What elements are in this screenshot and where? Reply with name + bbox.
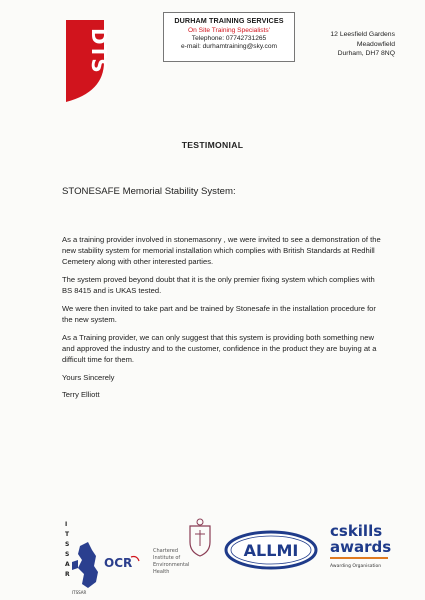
signatory-name: Terry Elliott xyxy=(62,390,100,399)
cskills-awards-logo xyxy=(328,520,394,570)
svg-text:T: T xyxy=(65,531,70,538)
svg-text:Awarding Organisation: Awarding Organisation xyxy=(330,564,382,569)
svg-text:R: R xyxy=(65,571,70,578)
svg-text:awards: awards xyxy=(330,538,392,556)
ocr-logo xyxy=(103,553,143,573)
ocr-text: OCR xyxy=(104,556,133,570)
svg-text:cskills: cskills xyxy=(330,522,383,540)
svg-text:S: S xyxy=(65,541,70,548)
document-title: TESTIMONIAL xyxy=(181,140,244,150)
dts-logo xyxy=(62,18,111,104)
paragraph-4: As a Training provider, we can only suggest that this system is providing both something new and approved the industry and to the customer, confidence in the product they are buying at a difficult time for them. xyxy=(62,333,377,364)
paragraph-3: We were then invited to take part and be trained by Stonesafe in the installation procedure for the new system. xyxy=(62,304,376,324)
itssar-text: ITSSAR xyxy=(72,590,87,595)
letter-body xyxy=(62,234,382,406)
company-tagline: On Site Training Specialists' xyxy=(188,27,270,34)
company-email: e-mail: durhamtraining@sky.com xyxy=(181,43,277,50)
subject-line: STONESAFE Memorial Stability System: xyxy=(62,186,236,197)
crest-icon xyxy=(186,516,214,560)
svg-text:A: A xyxy=(65,561,70,568)
allmi-logo xyxy=(224,530,318,570)
address-line-3: Durham, DH7 8NQ xyxy=(337,50,395,57)
closing: Yours Sincerely xyxy=(62,373,115,382)
address-line-2: Meadowfield xyxy=(356,40,395,48)
paragraph-2: The system proved beyond doubt that it is the only premier fixing system which complies with BS 8415 and is UKAS tested. xyxy=(62,275,375,295)
sender-address xyxy=(330,30,395,59)
svg-text:Environmental: Environmental xyxy=(153,562,190,568)
address-line-1: 12 Leesfield Gardens xyxy=(330,31,395,38)
company-telephone: Telephone: 07742731265 xyxy=(191,35,267,42)
dts-logo-text: DTS xyxy=(87,28,111,73)
paragraph-1: As a training provider involved in stonemasonry , we were invited to see a demonstration of the new stability system for memorial installation which complies with British Standards at Redhill Cemetery along with other interested parties. xyxy=(62,235,381,266)
svg-text:Health: Health xyxy=(153,569,170,575)
company-header-box xyxy=(163,12,295,62)
svg-text:Institute of: Institute of xyxy=(153,555,181,561)
svg-text:I: I xyxy=(65,521,68,528)
svg-text:Chartered: Chartered xyxy=(153,548,179,554)
svg-text:S: S xyxy=(65,551,70,558)
company-name: DURHAM TRAINING SERVICES xyxy=(174,16,284,25)
itssar-logo xyxy=(62,512,102,596)
allmi-text: ALLMI xyxy=(243,541,299,560)
